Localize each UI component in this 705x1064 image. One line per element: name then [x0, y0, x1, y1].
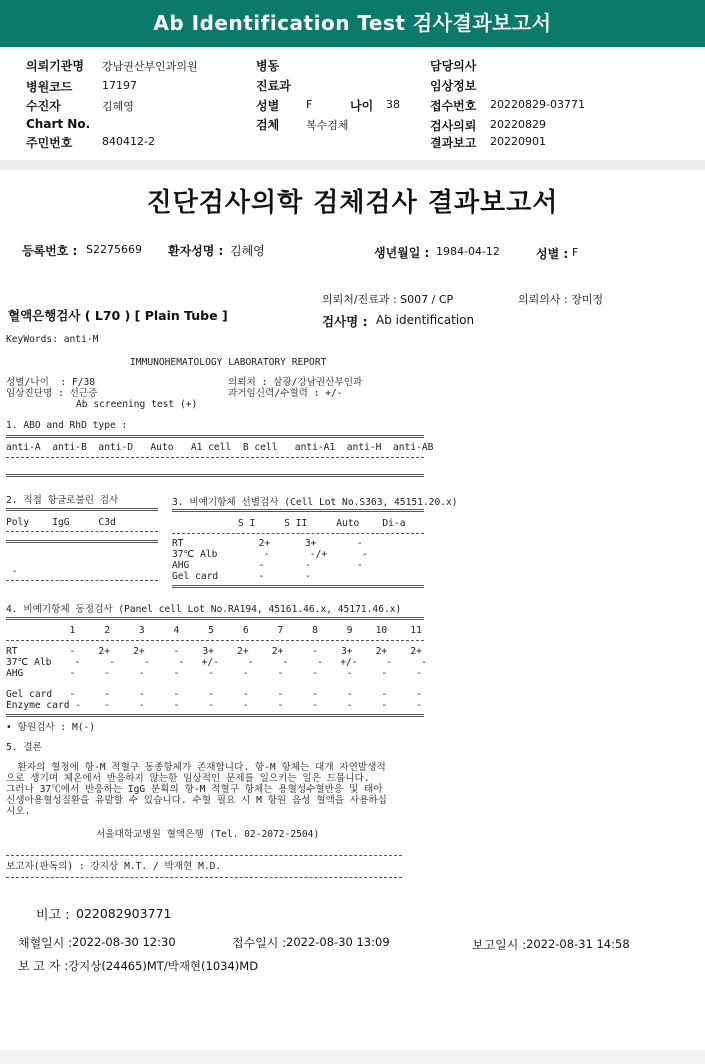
pname-value: 김혜영	[230, 244, 265, 258]
s2-rule-top	[6, 508, 158, 511]
patient-label: 수진자	[26, 99, 61, 113]
s2-title: 2. 직접 항글로불린 검사	[6, 495, 119, 506]
page-bottom-band	[0, 1050, 705, 1064]
hospital-label: 의뢰기관명	[26, 59, 84, 73]
banner-title: Ab Identification Test 검사결과보고서	[153, 11, 552, 35]
s3-row-alb: 37℃ Alb - -/+ -	[172, 549, 368, 560]
rrn-value: 840412-2	[102, 135, 155, 148]
s3-rule-mid	[172, 533, 424, 534]
report-banner	[0, 0, 705, 50]
report-date-value: 20220901	[490, 135, 546, 148]
report-date-label: 결과보고	[430, 136, 477, 150]
chart-label: Chart No.	[26, 117, 91, 131]
s5-line-1: 환자의 혈청에 항-M 적혈구 동종항체가 존재합니다. 항-M 항체는 대개 자연발생적	[6, 762, 386, 773]
lab-clin-dx: 임상진단명 : 선근증	[6, 388, 98, 399]
dob-value: 1984-04-12	[436, 245, 500, 258]
doctor-text: 의뢰의사 : 장미정	[518, 293, 604, 306]
s4-row-rt: RT - 2+ 2+ - 3+ 2+ 2+ - 3+ 2+ 2+	[6, 646, 422, 657]
reg-value: S2275669	[86, 243, 142, 256]
receive-value: 2022-08-30 13:09	[286, 935, 390, 949]
lab-sex-age: 성별/나이 : F/38	[6, 377, 96, 388]
note-value: 022082903771	[76, 906, 172, 921]
s4-rule-top	[6, 617, 424, 620]
s2-rule-bottom	[6, 580, 158, 581]
patient-value: 김혜영	[102, 100, 134, 113]
s4-columns: 1 2 3 4 5 6 7 8 9 10 11	[6, 625, 422, 636]
rsex-label: 성별 :	[536, 247, 569, 261]
exam-label: 검사명 :	[322, 314, 368, 329]
keywords: KeyWords: anti-M	[6, 334, 99, 345]
s4-row-gel: Gel card - - - - - - - - - - -	[6, 689, 422, 700]
specimen-value: 복수검체	[306, 119, 349, 132]
s5-line-5: 시오.	[6, 806, 31, 817]
collect-value: 2022-08-30 12:30	[72, 935, 176, 949]
age-label: 나이	[350, 99, 374, 113]
s4-rule-bottom	[6, 714, 424, 717]
reporter-rule-top	[6, 855, 402, 856]
s1-rule-top	[6, 435, 424, 438]
dob-label: 생년월일 :	[374, 246, 430, 260]
antigen-test: • 항원검사 : M(-)	[6, 722, 96, 733]
report-time-label: 보고일시 :	[472, 938, 527, 952]
s5-line-3: 그러나 37℃에서 반응하는 IgG 분획의 항-M 적혈구 항체는 용혈성수혈반응 및 태아	[6, 784, 383, 795]
s4-row-enzyme: Enzyme card - - - - - - - - - - -	[6, 700, 422, 711]
s3-rule-bottom	[172, 585, 424, 588]
s3-row-ahg: AHG - - -	[172, 560, 363, 571]
exam-value: Ab identification	[376, 313, 475, 327]
sex-label: 성별	[256, 99, 280, 113]
receipt-value: 20220829-03771	[490, 98, 585, 111]
collect-label: 채혈일시 :	[18, 936, 73, 950]
reg-label: 등록번호 :	[22, 244, 78, 258]
receipt-label: 접수번호	[430, 99, 477, 113]
s3-row-rt: RT 2+ 3+ -	[172, 538, 363, 549]
s1-rule-bottom	[6, 474, 424, 477]
dept-label: 진료과	[256, 79, 291, 93]
ward-label: 병동	[256, 59, 280, 73]
sex-value: F	[306, 98, 313, 111]
note-label: 비고 :	[36, 908, 70, 923]
s2-rule-mid2	[6, 540, 158, 543]
s2-value: -	[6, 566, 18, 577]
specimen-label: 검체	[256, 118, 280, 132]
section-divider	[0, 160, 705, 170]
s4-row-ahg: AHG - - - - - - - - - - -	[6, 668, 422, 679]
lab-screen: Ab screening test (+)	[76, 399, 198, 410]
s3-rule-top	[172, 509, 424, 512]
lab-requester: 의뢰처 : 삼광/강남권산부인과	[228, 377, 363, 388]
request-label: 검사의뢰	[430, 119, 477, 133]
s4-rule-mid	[6, 640, 424, 641]
lab-reporter: 보고자(판독의) : 강지상 M.T. / 박재현 M.D.	[6, 861, 222, 872]
s1-rule-mid	[6, 457, 424, 458]
reporter-label: 보 고 자 :	[18, 959, 69, 973]
rsex-value: F	[572, 246, 579, 259]
pname-label: 환자성명 :	[168, 244, 224, 258]
s3-row-gel: Gel card - -	[172, 571, 311, 582]
s3-title: 3. 비예기항체 선별검사 (Cell Lot No.S363, 45151.20.x)	[172, 497, 458, 508]
age-value: 38	[386, 98, 400, 111]
code-label: 병원코드	[26, 80, 73, 94]
s5-title: 5. 결론	[6, 742, 42, 753]
hospital-value: 강남권산부인과의원	[102, 60, 198, 73]
report-time-value: 2022-08-31 14:58	[526, 937, 630, 951]
lab-title: IMMUNOHEMATOLOGY LABORATORY REPORT	[130, 357, 327, 368]
dept-text: 의뢰처/진료과 : S007 / CP	[322, 293, 454, 306]
s4-title: 4. 비예기항체 동정검사 (Panel cell Lot No.RA194, 45161.46.x, 45171.46.x)	[6, 604, 402, 615]
report-title: 진단검사의학 검체검사 결과보고서	[146, 188, 559, 218]
s4-row-alb: 37℃ Alb - - - - +/- - - - +/- - -	[6, 657, 427, 668]
reporter-value: 강지상(24465)MT/박재현(1034)MD	[68, 959, 259, 973]
reporter-rule-bottom	[6, 877, 402, 878]
s5-line-4: 신생아용혈성질환을 유발할 수 있습니다. 수혈 필요 시 M 항원 음성 혈액을 사용하십	[6, 795, 387, 806]
s1-columns: anti-A anti-B anti-D Auto A1 cell B cell anti-A1 anti-H anti-AB	[6, 442, 434, 453]
request-value: 20220829	[490, 118, 546, 131]
clinical-label: 임상정보	[430, 79, 477, 93]
receive-label: 접수일시 :	[232, 936, 287, 950]
code-value: 17197	[102, 79, 137, 92]
s2-columns: Poly IgG C3d	[6, 517, 116, 528]
lab-history: 과거임신력/수혈력 : +/-	[228, 388, 343, 399]
rrn-label: 주민번호	[26, 136, 73, 150]
s2-rule-mid	[6, 531, 158, 532]
s3-columns: S I S II Auto Di-a	[238, 518, 406, 529]
doctor-label: 담당의사	[430, 59, 477, 73]
s5-line-2: 으로 생기며 체온에서 반응하지 않는한 임상적인 문제를 일으키는 일은 드뭅니다.	[6, 773, 370, 784]
blood-bank: 서울대학교병원 혈액은행 (Tel. 02-2072-2504)	[96, 829, 320, 840]
s1-title: 1. ABO and RhD type :	[6, 420, 128, 431]
test-name: 혈액은행검사 ( L70 ) [ Plain Tube ]	[8, 308, 228, 323]
